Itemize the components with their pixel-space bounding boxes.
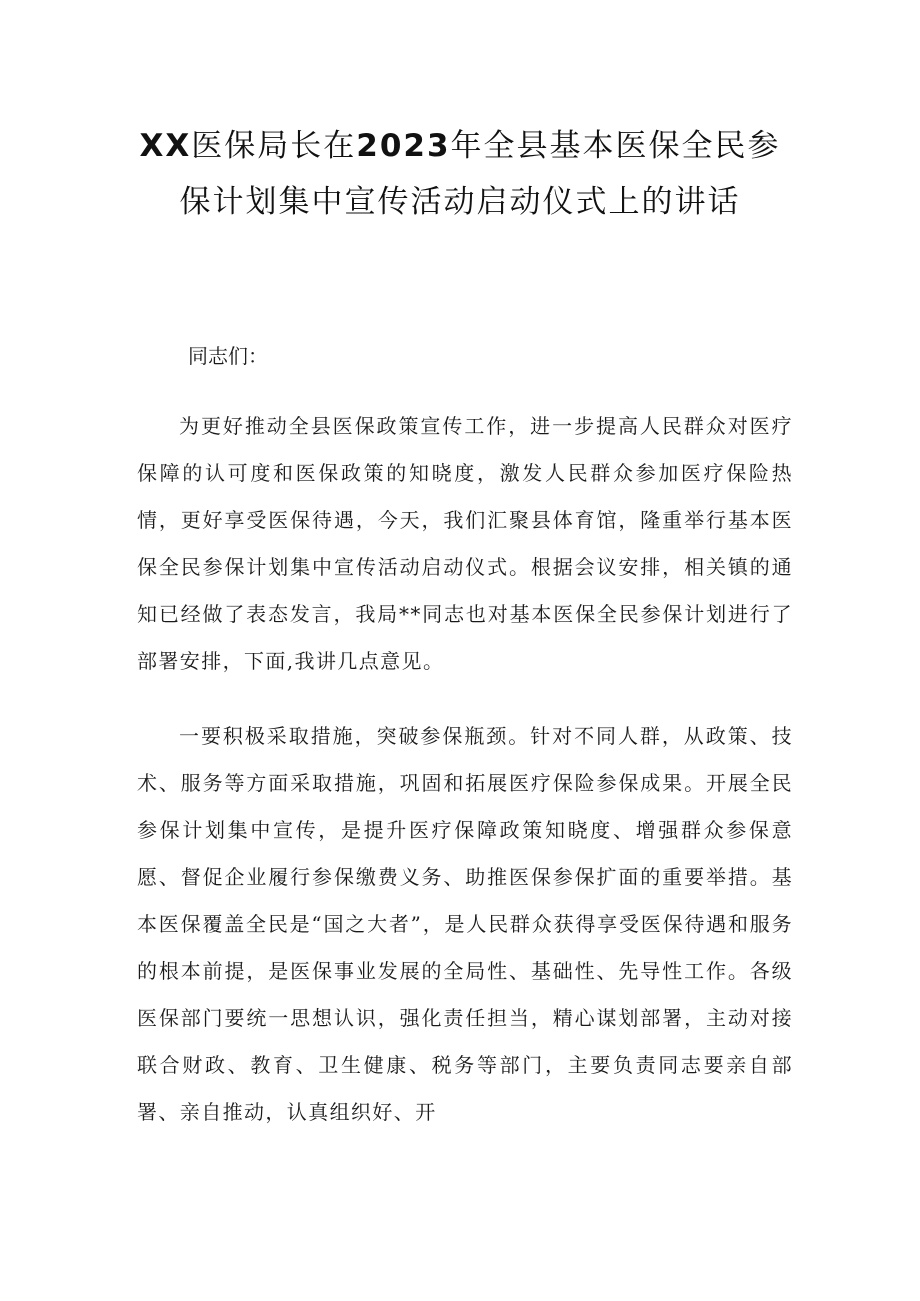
salutation: 同志们：	[188, 344, 268, 368]
title-part-1: 医保局长在	[191, 128, 357, 164]
paragraph-point-one: 一要积极采取措施，突破参保瓶颈。针对不同人群，从政策、技术、服务等方面采取措施，巩固和拓展医疗保险参保成果。开展全民参保计划集中宣传，是提升医疗保障政策知晓度、增强群众参保意愿、督促企业履行参保缴费义务、助推医保参保扩面的重要举措。基本医保覆盖全民是“国之大者”，是人民群众获得享受医保待遇和服务的根本前提，是医保事业发展的全局性、基础性、先导性工作。各级医保部门要统一思想认识，强化责任担当，精心谋划部署，主动对接联合财政、教育、卫生健康、税务等部门，主要负责同志要亲自部署、亲自推动，认真组织好、开	[137, 724, 793, 1124]
document-title	[120, 118, 800, 230]
title-line-1	[120, 118, 800, 174]
title-line-2: 保计划集中宣传活动启动仪式上的讲话	[179, 184, 741, 220]
paragraph-intro: 为更好推动全县医保政策宣传工作，进一步提高人民群众对医疗保障的认可度和医保政策的知晓度，激发人民群众参加医疗保险热情，更好享受医保待遇，今天，我们汇聚县体育馆，隆重举行基本医保全民参保计划集中宣传活动启动仪式。根据会议安排，相关镇的通知已经做了表态发言，我局**同志也对基本医保全民参保计划进行了部署安排，下面,我讲几点意见。	[137, 414, 793, 673]
title-year: 2023	[356, 128, 451, 164]
title-part-2: 年全县基本医保全民参	[450, 128, 781, 164]
title-prefix: XX	[139, 128, 192, 164]
